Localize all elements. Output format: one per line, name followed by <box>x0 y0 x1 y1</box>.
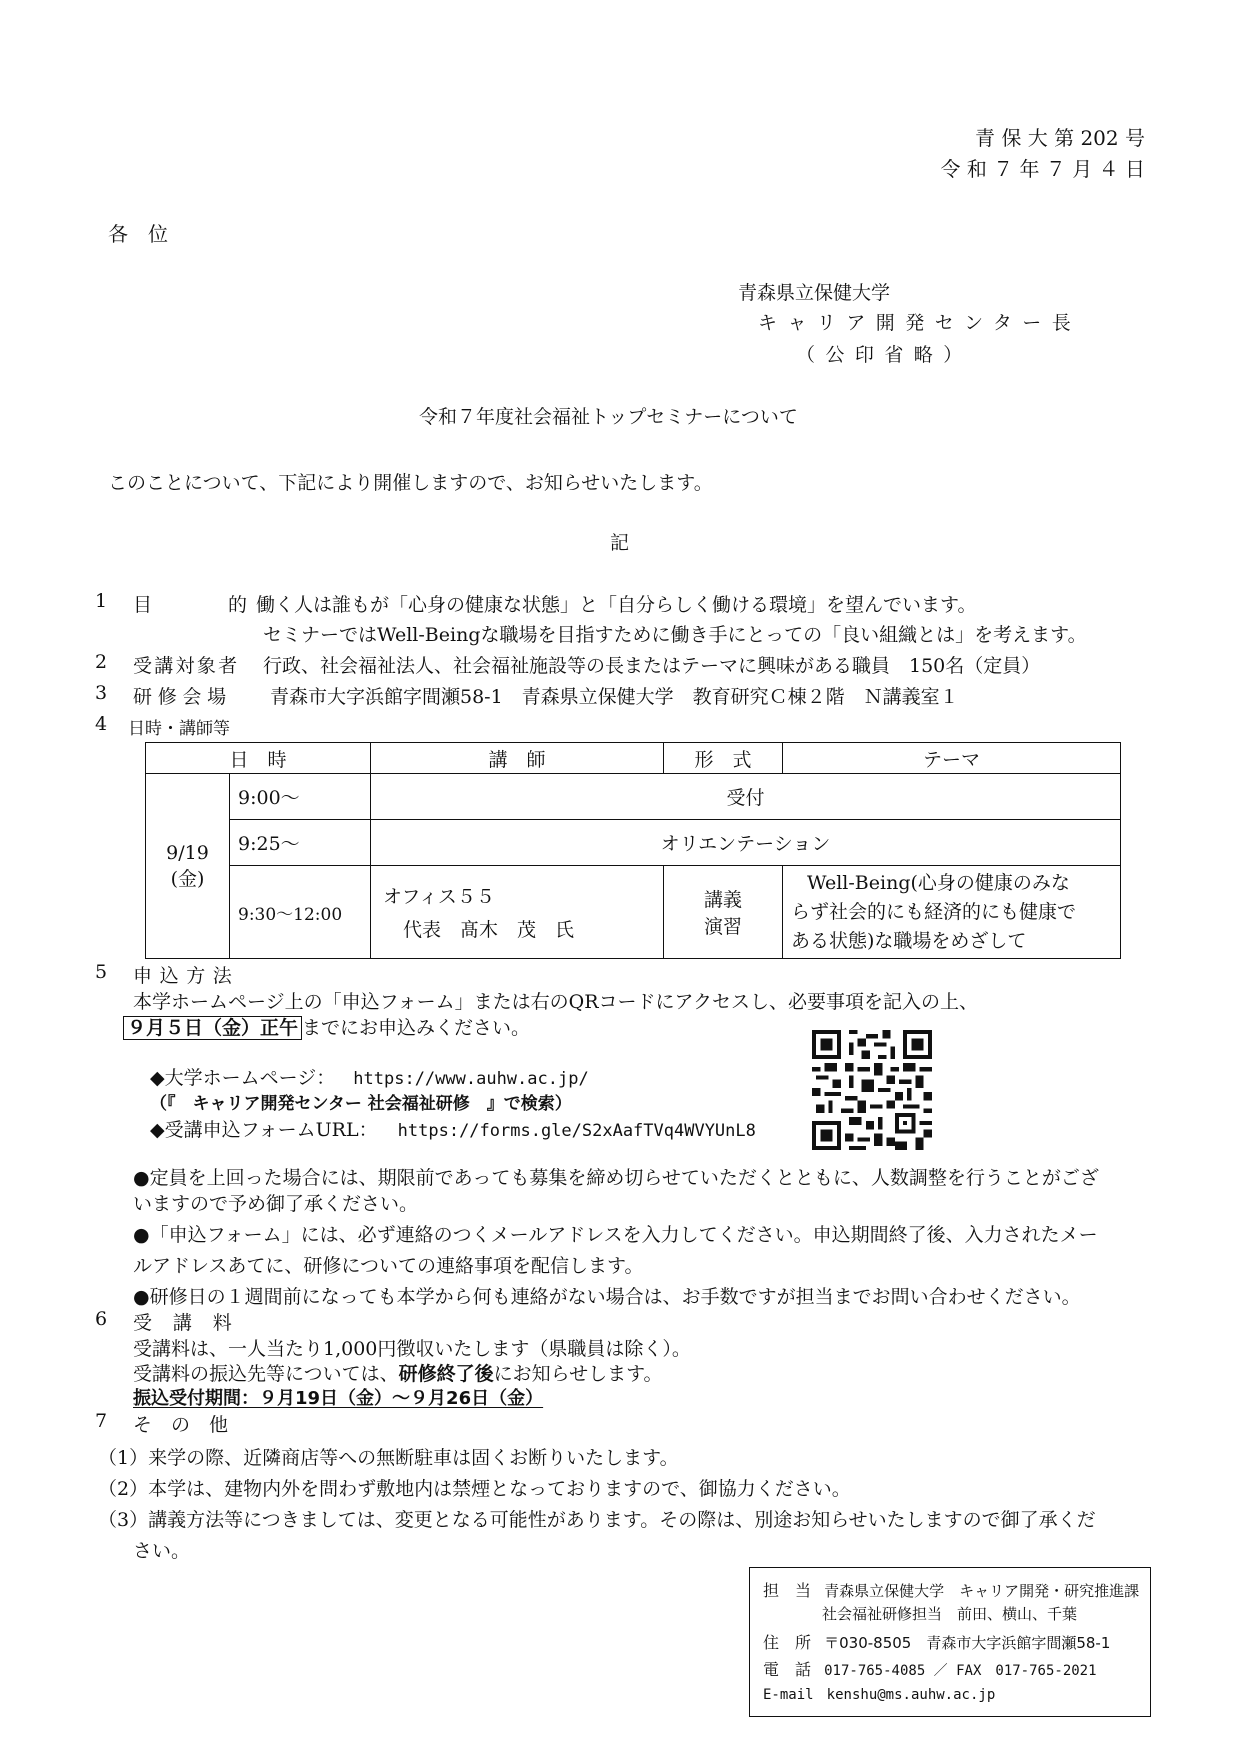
target-text: 行政、社会福祉法人、社会福祉施設等の長またはテーマに興味がある職員 150名（定員） <box>263 655 1041 677</box>
subject-title: 令和７年度社会福祉トップセミナーについて <box>419 406 798 428</box>
note-contact: ●研修日の１週間前になっても本学から何も連絡がない場合は、お手数ですが担当までお問い合わせください。 <box>133 1286 1081 1308</box>
deadline-suffix: までにお申込みください。 <box>302 1017 531 1039</box>
address-label: 住 所 <box>763 1633 812 1652</box>
phone-text: 017-765-4085 ／ FAX 017-765-2021 <box>824 1663 1097 1679</box>
qr-code-image[interactable] <box>812 1030 932 1150</box>
lecturer-name: 代表 髙木 茂 氏 <box>403 919 575 941</box>
phone-label: 電 話 <box>763 1660 812 1679</box>
fee-period: 振込受付期間：９月19日（金）～９月26日（金） <box>133 1388 544 1409</box>
lecturer-org: オフィス５５ <box>383 886 495 908</box>
item-number: 6 <box>95 1308 108 1330</box>
form-line <box>150 1115 756 1142</box>
table-header-row <box>146 743 1121 774</box>
other-label: そ の 他 <box>133 1414 229 1436</box>
fee-line-2-c: にお知らせします。 <box>493 1363 663 1385</box>
other-item-1: （1）来学の際、近隣商店等への無断駐車は固くお断りいたします。 <box>98 1447 679 1469</box>
note-capacity-1: ●定員を上回った場合には、期限前であっても募集を締め切らせていただくとともに、人数調整を行うことがござ <box>133 1167 1099 1189</box>
lecturer-cell <box>371 866 664 959</box>
addressee: 各 位 <box>108 222 168 246</box>
reception-cell: 受付 <box>371 774 1121 820</box>
format-exercise: 演習 <box>703 916 742 938</box>
other-item-2: （2）本学は、建物内外を問わず敷地内は禁煙となっておりますので、御協力ください。 <box>98 1478 851 1500</box>
note-capacity-2: いますので予め御了承ください。 <box>133 1193 419 1215</box>
header-lecturer: 講 師 <box>371 743 664 774</box>
purpose-line-2: セミナーではWell-Beingな職場を目指すために働き手にとっての「良い組織とは」を考えます。 <box>263 624 1087 646</box>
fee-label: 受講料 <box>133 1312 253 1334</box>
other-item-3b: さい。 <box>133 1540 191 1562</box>
form-label: ◆受講申込フォームURL： <box>150 1119 378 1141</box>
tanto-dept: 青森県立保健大学 キャリア開発・研究推進課 <box>824 1582 1140 1600</box>
target-label: 受講対象者 <box>133 655 240 677</box>
header-theme: テーマ <box>783 743 1121 774</box>
homepage-line <box>150 1063 589 1090</box>
venue-label: 研修会場 <box>133 686 232 708</box>
ki-heading: 記 <box>610 532 630 554</box>
format-cell <box>664 866 783 959</box>
item-number: 5 <box>95 961 108 983</box>
theme-line: ある状態)な職場をめざして <box>791 929 1027 952</box>
application-deadline-line <box>123 1013 530 1040</box>
theme-line: Well-Being(心身の健康のみな <box>807 871 1070 894</box>
note-email-1: ●「申込フォーム」には、必ず連絡のつくメールアドレスを入力してください。申込期間終了後、入力されたメー <box>133 1224 1098 1246</box>
time-cell: 9:30～12:00 <box>230 866 371 959</box>
application-line-1: 本学ホームページ上の「申込フォーム」または右のQRコードにアクセスし、必要事項を記入の上、 <box>133 991 978 1013</box>
contact-box <box>749 1567 1151 1717</box>
sender-org: 青森県立保健大学 <box>738 282 891 304</box>
email-label: E-mail <box>763 1687 814 1703</box>
theme-line: らず社会的にも経済的にも健康で <box>791 900 1077 923</box>
day-text: (金) <box>170 867 205 890</box>
contact-email-row <box>763 1684 995 1703</box>
time-cell: 9:00～ <box>230 774 371 820</box>
fee-line-2 <box>133 1359 663 1386</box>
intro-text: このことについて、下記により開催しますので、お知らせいたします。 <box>108 472 713 494</box>
table-row <box>146 774 1121 820</box>
search-hint: （『 キャリア開発センター 社会福祉研修 』で検索） <box>150 1094 572 1114</box>
venue-text: 青森市大字浜館字間瀬58-1 青森県立保健大学 教育研究Ｃ棟２階 Ｎ講義室１ <box>270 686 959 708</box>
item-number: 4 <box>95 713 108 735</box>
theme-cell <box>783 866 1121 959</box>
fee-line-2-a: 受講料の振込先等については、 <box>133 1363 399 1385</box>
fee-line-2-b: 研修終了後 <box>398 1363 494 1385</box>
schedule-label: 日時・講師等 <box>128 719 230 739</box>
contact-address-row <box>763 1630 1110 1653</box>
header-datetime: 日 時 <box>146 743 371 774</box>
application-label: 申込方法 <box>133 965 240 987</box>
address-text: 〒030-8505 青森市大字浜館字間瀬58-1 <box>824 1634 1111 1652</box>
date-cell <box>146 774 230 959</box>
header-format: 形 式 <box>664 743 783 774</box>
fee-line-1: 受講料は、一人当たり1,000円徴収いたします（県職員は除く）。 <box>133 1338 691 1360</box>
deadline-box: ９月５日（金）正午 <box>123 1016 302 1040</box>
schedule-table <box>145 742 1121 959</box>
orientation-cell: オリエンテーション <box>371 820 1121 866</box>
date-text: 9/19 <box>166 841 209 864</box>
format-lecture: 講義 <box>703 889 742 911</box>
form-url[interactable]: https://forms.gle/S2xAafTVq4WVYUnL8 <box>397 1121 756 1141</box>
item-number: 2 <box>95 651 108 673</box>
sender-seal: （公印省略） <box>796 344 973 366</box>
tanto-label: 担 当 <box>763 1581 812 1600</box>
doc-date: 令 和 ７ 年 ７ 月 ４ 日 <box>940 157 1145 181</box>
table-row <box>146 866 1121 959</box>
homepage-label: ◆大学ホームページ： <box>150 1067 336 1089</box>
item-number: 1 <box>95 590 108 612</box>
homepage-url[interactable]: https://www.auhw.ac.jp/ <box>353 1069 589 1089</box>
table-row <box>146 820 1121 866</box>
item-number: 7 <box>95 1410 108 1432</box>
tanto-staff: 社会福祉研修担当 前田、横山、千葉 <box>822 1605 1078 1623</box>
purpose-line-1: 働く人は誰もが「心身の健康な状態」と「自分らしく働ける環境」を望んでいます。 <box>256 594 977 616</box>
other-item-3a: （3）講義方法等につきましては、変更となる可能性があります。その際は、別途お知らせいたしますので御了承くだ <box>98 1509 1096 1531</box>
note-email-2: ルアドレスあてに、研修についての連絡事項を配信します。 <box>133 1255 644 1277</box>
email-address[interactable]: kenshu@ms.auhw.ac.jp <box>826 1687 996 1703</box>
contact-phone-row <box>763 1657 1097 1680</box>
doc-number: 青 保 大 第 202 号 <box>975 126 1145 150</box>
contact-tanto-row <box>763 1578 1139 1601</box>
purpose-label: 目 的 <box>133 594 248 616</box>
time-cell: 9:25～ <box>230 820 371 866</box>
sender-title: キャリア開発センター長 <box>758 312 1082 334</box>
item-number: 3 <box>95 682 108 704</box>
